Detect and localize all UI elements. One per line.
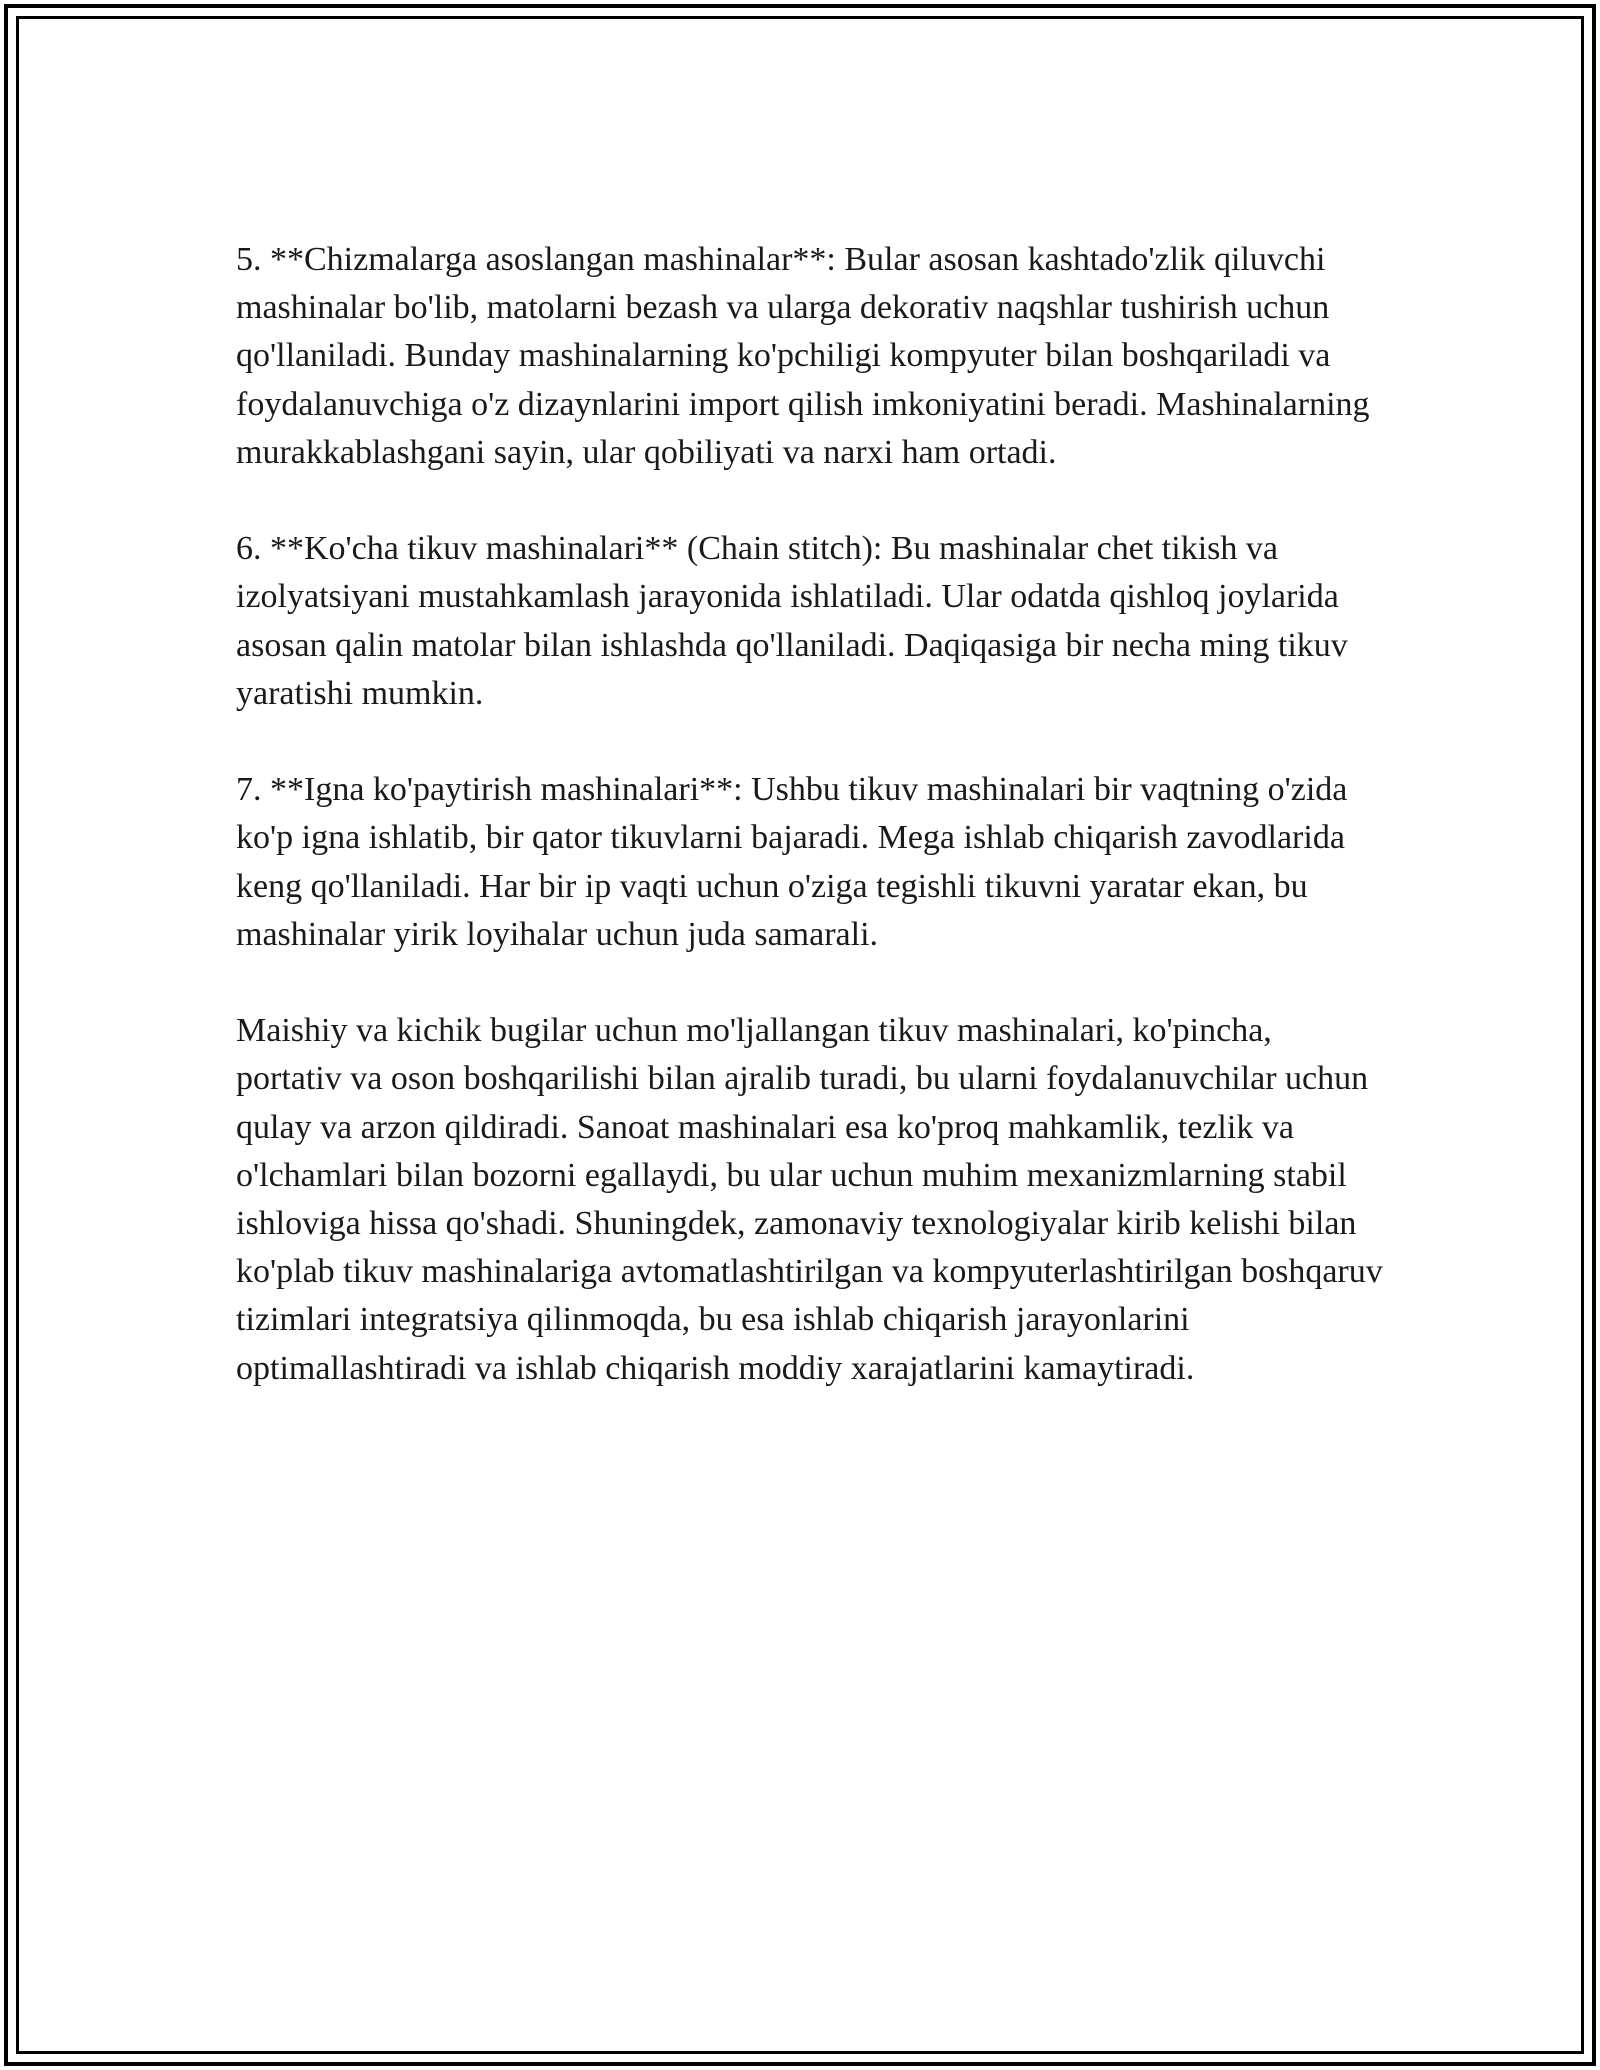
paragraph-multi-needle-machines: 7. **Igna ko'paytirish mashinalari**: Ushbu tikuv mashinalari bir vaqtning o'zida ko'p igna ishlatib, bir qator tikuvlarni bajaradi. Mega ishlab chiqarish zavodlarida keng qo'llaniladi. Har bir ip vaqti uchun o'ziga tegishli tikuvni yaratar ekan, bu mashinalar yirik loyihalar uchun juda samarali. xyxy=(236,771,1348,953)
paragraph-embroidery-machines: 5. **Chizmalarga asoslangan mashinalar**: Bular asosan kashtado'zlik qiluvchi mashinalar bo'lib, matolarni bezash va ularga dekorativ naqshlar tushirish uchun qo'llaniladi. Bunday mashinalarning ko'pchiligi kompyuter bilan boshqariladi va foydalanuvchiga o'z dizaynlarini import qilish imkoniyatini beradi. Mashinalarning murakkablashgani sayin, ular qobiliyati va narxi ham ortadi. xyxy=(236,241,1370,471)
document-body xyxy=(236,236,1386,1441)
paragraph-summary: Maishiy va kichik bugilar uchun mo'ljallangan tikuv mashinalari, ko'pincha, portativ va oson boshqarilishi bilan ajralib turadi, bu ularni foydalanuvchilar uchun qulay va arzon qildiradi. Sanoat mashinalari esa ko'proq mahkamlik, tezlik va o'lchamlari bilan bozorni egallaydi, bu ular uchun muhim mexanizmlarning stabil ishloviga hissa qo'shadi. Shuningdek, zamonaviy texnologiyalar kirib kelishi bilan ko'plab tikuv mashinalariga avtomatlashtirilgan va kompyuterlashtirilgan boshqaruv tizimlari integratsiya qilinmoqda, bu esa ishlab chiqarish jarayonlarini optimallashtiradi va ishlab chiqarish moddiy xarajatlarini kamaytiradi. xyxy=(236,1012,1383,1387)
paragraph-chain-stitch-machines: 6. **Ko'cha tikuv mashinalari** (Chain stitch): Bu mashinalar chet tikish va izolyatsiyani mustahkamlash jarayonida ishlatiladi. Ular odatda qishloq joylarida asosan qalin matolar bilan ishlashda qo'llaniladi. Daqiqasiga bir necha ming tikuv yaratishi mumkin. xyxy=(236,530,1348,712)
